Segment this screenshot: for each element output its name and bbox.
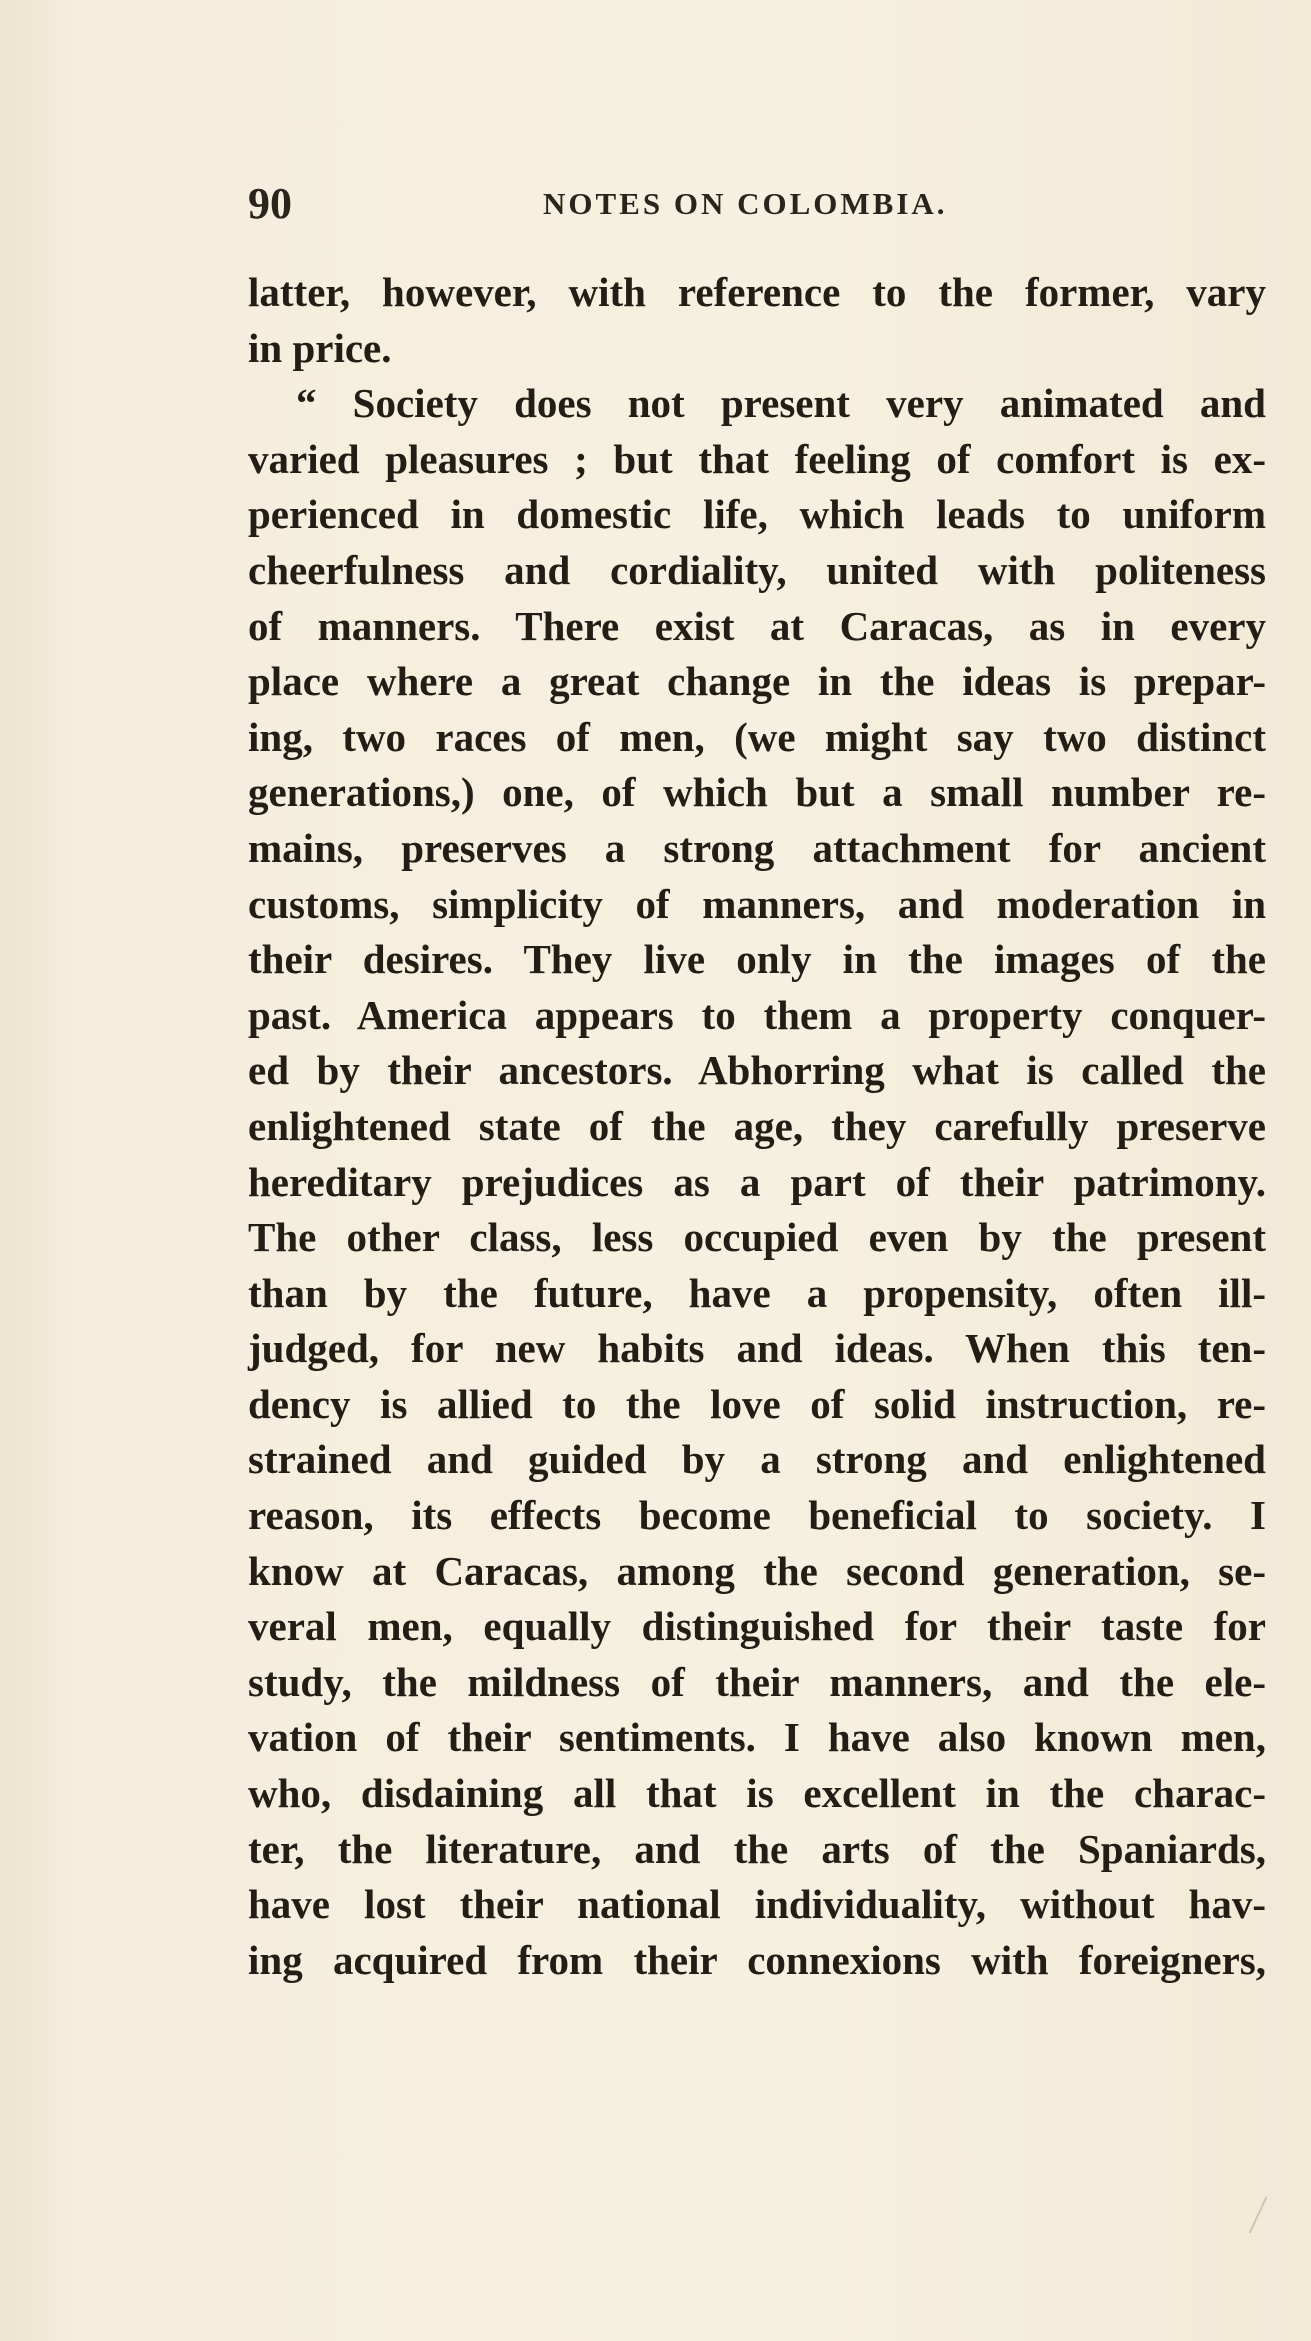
text-line: veral men, equally distinguished for their taste for [248, 1603, 1266, 1650]
text-line: who, disdaining all that is excellent in the charac- [248, 1770, 1266, 1817]
body-text [248, 265, 1266, 1988]
text-line: in price. [248, 324, 392, 371]
text-line: generations,) one, of which but a small number re- [248, 769, 1266, 816]
text-line: place where a great change in the ideas is prepar- [248, 658, 1266, 705]
text-line: The other class, less occupied even by the present [248, 1214, 1266, 1261]
text-line: than by the future, have a propensity, often ill- [248, 1269, 1266, 1316]
text-line: judged, for new habits and ideas. When this ten- [248, 1325, 1266, 1372]
text-line: know at Caracas, among the second generation, se- [248, 1547, 1266, 1594]
text-line: strained and guided by a strong and enlightened [248, 1436, 1266, 1483]
text-line: varied pleasures ; but that feeling of comfort is ex- [248, 435, 1266, 482]
text-line: their desires. They live only in the images of the [248, 936, 1266, 983]
text-line: dency is allied to the love of solid instruction, re- [248, 1380, 1266, 1427]
text-line: ing acquired from their connexions with foreigners, [248, 1936, 1266, 1983]
text-line: enlightened state of the age, they carefully preserve [248, 1102, 1266, 1149]
text-line: cheerfulness and cordiality, united with politeness [248, 546, 1266, 593]
text-line: reason, its effects become beneficial to society. I [248, 1492, 1266, 1539]
text-line: past. America appears to them a property conquer- [248, 991, 1266, 1038]
text-line: vation of their sentiments. I have also known men, [248, 1714, 1266, 1761]
text-line: study, the mildness of their manners, and the ele- [248, 1658, 1266, 1705]
text-line: customs, simplicity of manners, and moderation in [248, 880, 1266, 927]
pencil-mark [1249, 2196, 1268, 2233]
running-head: NOTES ON COLOMBIA. [543, 186, 948, 221]
text-line: “ Society does not present very animated and [296, 380, 1266, 427]
text-line: ed by their ancestors. Abhorring what is called the [248, 1047, 1266, 1094]
text-line: mains, preserves a strong attachment for ancient [248, 824, 1266, 871]
text-line: hereditary prejudices as a part of their patrimony. [248, 1158, 1266, 1205]
text-line: ing, two races of men, (we might say two distinct [248, 713, 1266, 760]
text-line: latter, however, with reference to the former, vary [248, 269, 1266, 315]
text-line: perienced in domestic life, which leads to uniform [248, 491, 1266, 538]
page-header [248, 178, 1266, 230]
text-line: ter, the literature, and the arts of the Spaniards, [248, 1825, 1266, 1872]
text-line: have lost their national individuality, without hav- [248, 1881, 1266, 1928]
text-line: of manners. There exist at Caracas, as in every [248, 602, 1266, 649]
page-number: 90 [248, 179, 292, 228]
